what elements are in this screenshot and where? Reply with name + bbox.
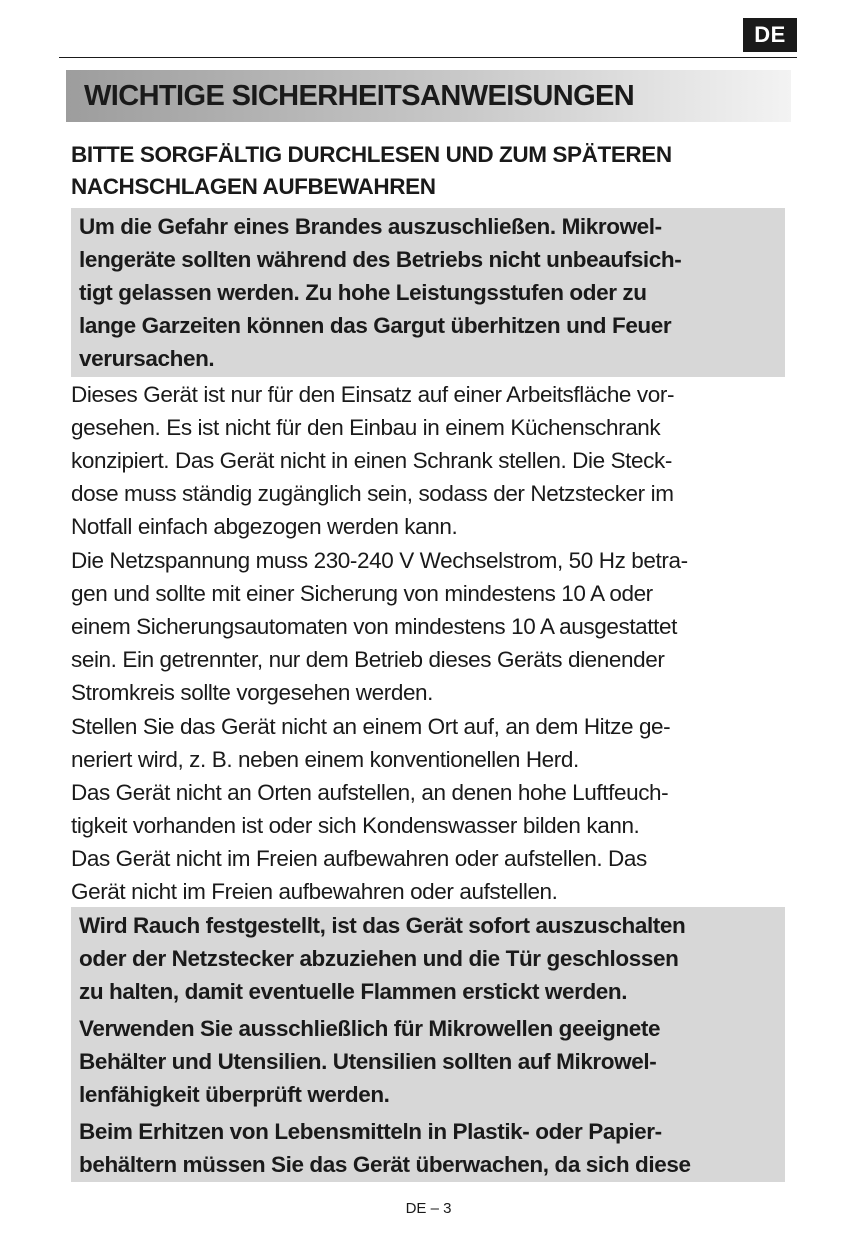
text-line: Um die Gefahr eines Brandes auszuschließen. Mikrowel- — [79, 214, 662, 239]
subheading — [71, 139, 791, 203]
text-line: lange Garzeiten können das Gargut überhitzen und Feuer — [79, 313, 672, 338]
text-line: Das Gerät nicht im Freien aufbewahren oder aufstellen. Das — [71, 846, 647, 871]
language-badge: DE — [743, 18, 797, 52]
power-supply-paragraph — [71, 544, 791, 709]
text-line: Beim Erhitzen von Lebensmitteln in Plastik- oder Papier- — [79, 1119, 662, 1144]
subheading-line: BITTE SORGFÄLTIG DURCHLESEN UND ZUM SPÄTEREN — [71, 142, 672, 167]
text-line: Notfall einfach abgezogen werden kann. — [71, 514, 458, 539]
text-line: neriert wird, z. B. neben einem konventionellen Herd. — [71, 747, 579, 772]
text-line: konzipiert. Das Gerät nicht in einen Schrank stellen. Die Steck- — [71, 448, 672, 473]
text-line: zu halten, damit eventuelle Flammen erstickt werden. — [79, 979, 628, 1004]
text-line: Die Netzspannung muss 230-240 V Wechselstrom, 50 Hz betra- — [71, 548, 688, 573]
text-line: Behälter und Utensilien. Utensilien sollten auf Mikrowel- — [79, 1049, 657, 1074]
text-line: Gerät nicht im Freien aufbewahren oder aufstellen. — [71, 879, 558, 904]
text-line: tigkeit vorhanden ist oder sich Kondenswasser bilden kann. — [71, 813, 640, 838]
smoke-warning-box — [71, 907, 785, 1182]
text-line: Verwenden Sie ausschließlich für Mikrowellen geeignete — [79, 1016, 661, 1041]
text-line: oder der Netzstecker abzuziehen und die Tür geschlossen — [79, 946, 679, 971]
heating-warning-text — [79, 1115, 777, 1181]
installation-paragraph — [71, 378, 791, 543]
section-banner — [66, 70, 791, 122]
text-line: gen und sollte mit einer Sicherung von mindestens 10 A oder — [71, 581, 653, 606]
text-line: tigt gelassen werden. Zu hohe Leistungsstufen oder zu — [79, 280, 647, 305]
fire-warning-text — [79, 210, 777, 375]
text-line: Das Gerät nicht an Orten aufstellen, an denen hohe Luftfeuch- — [71, 780, 669, 805]
containers-warning-text — [79, 1012, 777, 1111]
subheading-line: NACHSCHLAGEN AUFBEWAHREN — [71, 174, 436, 199]
text-line: gesehen. Es ist nicht für den Einbau in einem Küchenschrank — [71, 415, 661, 440]
text-line: Dieses Gerät ist nur für den Einsatz auf einer Arbeitsfläche vor- — [71, 382, 675, 407]
page-number: DE – 3 — [405, 1200, 452, 1217]
text-line: verursachen. — [79, 346, 215, 371]
header-divider — [59, 57, 797, 58]
text-line: Stellen Sie das Gerät nicht an einem Ort auf, an dem Hitze ge- — [71, 714, 671, 739]
text-line: Stromkreis sollte vorgesehen werden. — [71, 680, 434, 705]
text-line: sein. Ein getrennter, nur dem Betrieb dieses Geräts dienender — [71, 647, 665, 672]
section-title: WICHTIGE SICHERHEITSANWEISUNGEN — [84, 80, 635, 112]
text-line: Wird Rauch festgestellt, ist das Gerät sofort auszuschalten — [79, 913, 686, 938]
text-line: behältern müssen Sie das Gerät überwachen, da sich diese — [79, 1152, 691, 1177]
text-line: lenfähigkeit überprüft werden. — [79, 1082, 390, 1107]
fire-warning-box — [71, 208, 785, 377]
smoke-warning-text — [79, 909, 777, 1008]
text-line: lengeräte sollten während des Betriebs nicht unbeaufsich- — [79, 247, 682, 272]
placement-paragraph — [71, 710, 791, 908]
text-line: einem Sicherungsautomaten von mindestens 10 A ausgestattet — [71, 614, 677, 639]
text-line: dose muss ständig zugänglich sein, sodass der Netzstecker im — [71, 481, 674, 506]
